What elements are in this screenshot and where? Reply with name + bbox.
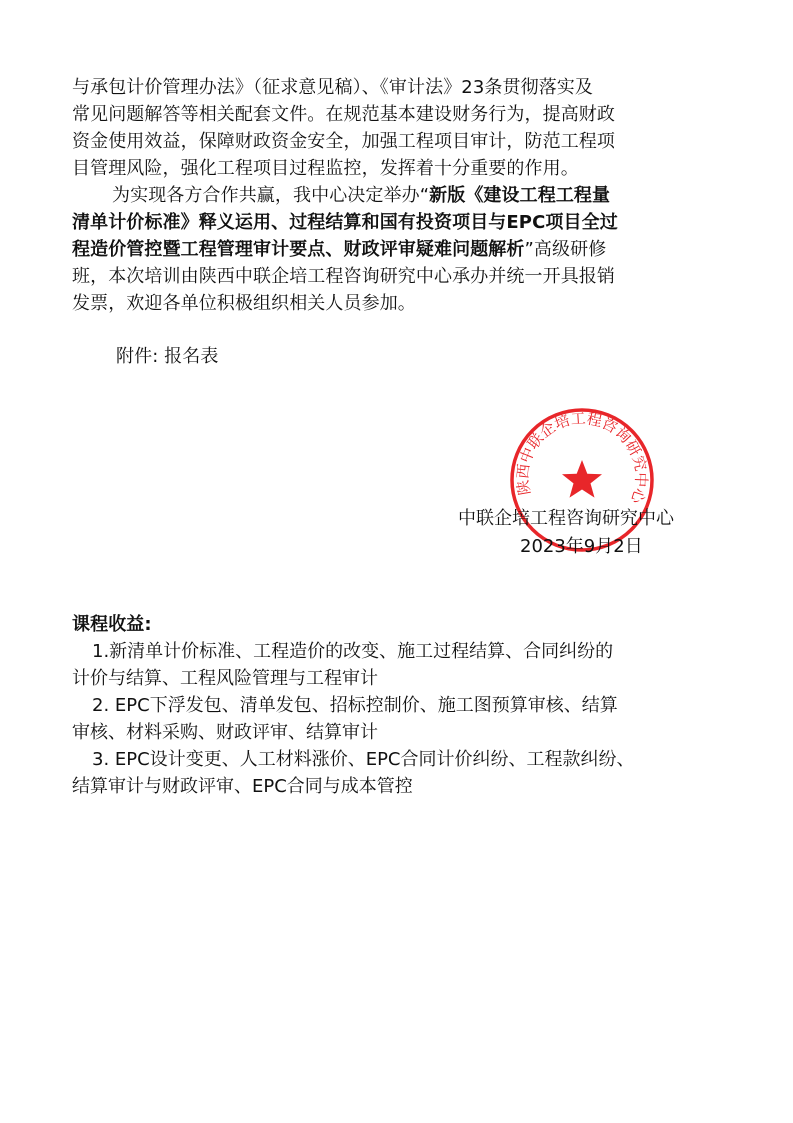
para2-line-2: 清单计价标准》释义运用、过程结算和国有投资项目与EPC项目全过	[72, 212, 618, 233]
attachment-label: 附件: 报名表	[116, 346, 219, 367]
benefit-item-2: 2. EPC下浮发包、清单发包、招标控制价、施工图预算审核、结算	[92, 695, 618, 716]
star-icon	[562, 460, 602, 498]
benefits-title: 课程收益:	[72, 614, 152, 635]
intro-line-4: 目管理风险，强化工程项目过程监控，发挥着十分重要的作用。	[72, 158, 579, 179]
intro-line-2: 常见问题解答等相关配套文件。在规范基本建设财务行为，提高财政	[72, 104, 615, 125]
seal-text: 陕西中联企培工程咨询研究中心	[513, 409, 651, 506]
benefit-item-2-cont: 审核、材料采购、财政评审、结算审计	[72, 722, 378, 743]
course-title-end: 程造价管控暨工程管理审计要点、财政评审疑难问题解析	[72, 239, 525, 260]
para2-text-cont: ”高级研修	[524, 239, 607, 260]
benefit-item-3-cont: 结算审计与财政评审、EPC合同与成本管控	[72, 776, 413, 797]
para2-line-3	[72, 239, 606, 261]
benefit-item-1: 1.新清单计价标准、工程造价的改变、施工过程结算、合同纠纷的	[92, 641, 614, 662]
intro-line-3: 资金使用效益，保障财政资金安全，加强工程项目审计，防范工程项	[72, 131, 615, 152]
benefit-item-3: 3. EPC设计变更、人工材料涨价、EPC合同计价纠纷、工程款纠纷、	[92, 749, 635, 770]
document-date: 2023年9月2日	[520, 536, 643, 557]
organization-name: 中联企培工程咨询研究中心	[458, 508, 674, 529]
para2-text: 为实现各方合作共赢，我中心决定举办“	[112, 185, 430, 206]
para2-line-5: 发票，欢迎各单位积极组织相关人员参加。	[72, 293, 416, 314]
course-title-start: 新版《建设工程工程量	[429, 185, 611, 206]
benefit-item-1-cont: 计价与结算、工程风险管理与工程审计	[72, 668, 378, 689]
official-seal	[508, 406, 656, 554]
para2-line-4: 班，本次培训由陕西中联企培工程咨询研究中心承办并统一开具报销	[72, 266, 615, 287]
para2-line-1	[112, 185, 610, 207]
intro-line-1: 与承包计价管理办法》（征求意见稿）、《审计法》23条贯彻落实及	[72, 77, 594, 98]
